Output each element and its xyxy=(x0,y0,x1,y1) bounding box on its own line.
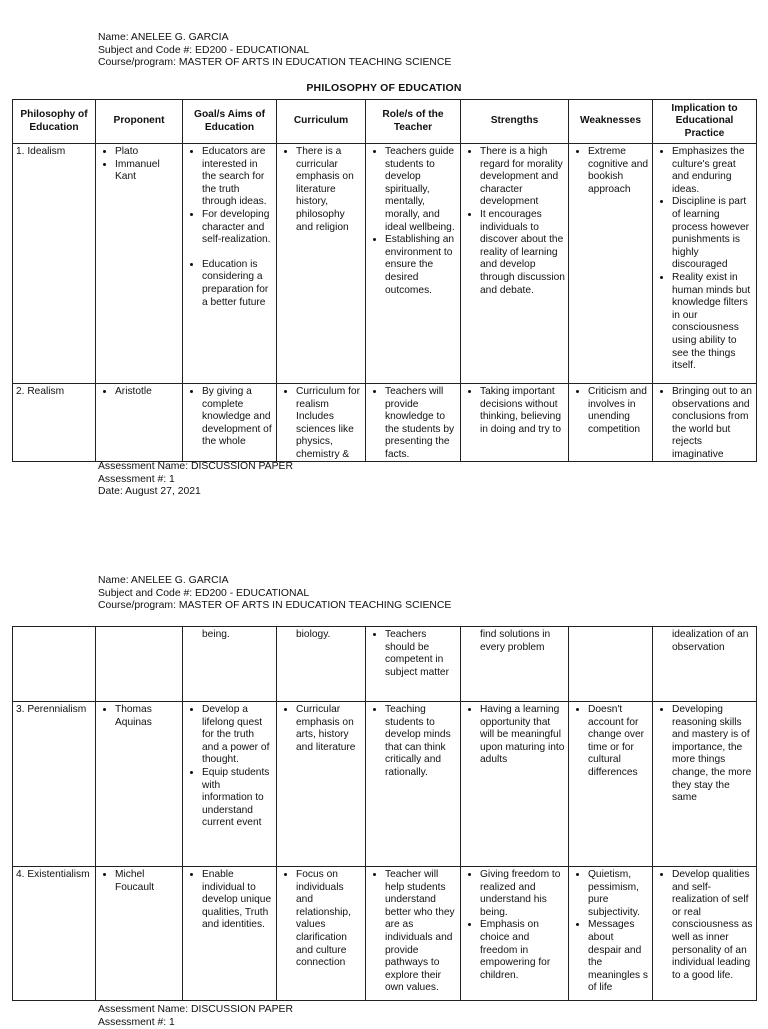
curriculum-cell xyxy=(277,702,366,867)
weaknesses-cell xyxy=(569,144,653,384)
page1-footer xyxy=(98,461,293,499)
proponent-cell xyxy=(96,702,183,867)
column-header: Proponent xyxy=(96,100,183,144)
table-row-existentialism xyxy=(13,867,757,1001)
column-header: Weaknesses xyxy=(569,100,653,144)
list-item: • Teachers guide students to develop spiritually, mentally, morally, and ideal wellbeing. xyxy=(385,146,457,234)
list-item: • Teachers should be competent in subject matter xyxy=(385,629,457,679)
list-item: • Education is considering a preparation for a better future xyxy=(202,259,273,309)
table-row-realism xyxy=(13,384,757,462)
list-item: • Establishing an environment to ensure the desired outcomes. xyxy=(385,234,457,297)
column-header: Role/s of the Teacher xyxy=(366,100,461,144)
list-item: • Extreme cognitive and bookish approach xyxy=(588,146,649,196)
proponent-cell xyxy=(96,867,183,1001)
goals-cell xyxy=(183,384,277,462)
column-header: Philosophy of Education xyxy=(13,100,96,144)
assessment-number: Assessment #: 1 xyxy=(98,473,175,485)
strengths-cell xyxy=(461,144,569,384)
column-header: Goal/s Aims of Education xyxy=(183,100,277,144)
philosophy-cell: 1. Idealism xyxy=(13,144,96,384)
column-header: Implication to Educational Practice xyxy=(653,100,757,144)
column-header: Strengths xyxy=(461,100,569,144)
assessment-number: Assessment #: 1 xyxy=(98,1016,175,1028)
list-item: • Messages about despair and the meaningles s of life xyxy=(588,919,649,995)
list-item: • There is a high regard for morality development and character development xyxy=(480,146,565,209)
curriculum-cell xyxy=(277,144,366,384)
continued-text: biology. xyxy=(296,629,331,640)
weaknesses-cell xyxy=(569,867,653,1001)
continued-text: idealization of an observation xyxy=(672,629,749,653)
list-item: • For developing character and self-realization. xyxy=(202,209,273,247)
list-item: • Bringing out to an observations and conclusions from the world but rejects imaginative xyxy=(672,386,753,460)
list-item: • Focus on individuals and relationship, values clarification and culture connection xyxy=(296,869,362,970)
list-item: • Discipline is part of learning process however punishments is highly discouraged xyxy=(672,196,753,272)
implication-cell xyxy=(653,702,757,867)
list-item: • Having a learning opportunity that will be meaningful upon maturing into adults xyxy=(480,704,565,767)
implication-cell xyxy=(653,384,757,462)
subject-code: Subject and Code #: ED200 - EDUCATIONAL xyxy=(98,44,310,56)
list-item: • Teacher will help students understand better who they are as individuals and provide pathways to explore their own values. xyxy=(385,869,457,995)
list-item: • Enable individual to develop unique qualities, Truth and identities. xyxy=(202,869,273,932)
implication-cell xyxy=(653,144,757,384)
role-cell xyxy=(366,627,461,702)
student-name: Name: ANELEE G. GARCIA xyxy=(98,32,229,43)
list-item: • Criticism and involves in unending competition xyxy=(588,386,649,436)
proponent-cell xyxy=(96,384,183,462)
student-name: Name: ANELEE G. GARCIA xyxy=(98,575,229,586)
list-item: • Giving freedom to realized and understand his being. xyxy=(480,869,565,919)
table-row-continuation xyxy=(13,627,757,702)
role-cell xyxy=(366,702,461,867)
strengths-cell xyxy=(461,702,569,867)
table-row-idealism xyxy=(13,144,757,384)
list-item: • Emphasis on choice and freedom in empowering for children. xyxy=(480,919,565,982)
assessment-name: Assessment Name: DISCUSSION PAPER xyxy=(98,461,293,472)
goals-cell xyxy=(183,867,277,1001)
weaknesses-cell xyxy=(569,702,653,867)
subject-code: Subject and Code #: ED200 - EDUCATIONAL xyxy=(98,587,310,599)
continued-text: being. xyxy=(202,629,230,640)
course-program: Course/program: MASTER OF ARTS IN EDUCATION TEACHING SCIENCE xyxy=(98,600,452,612)
list-item: • Teachers will provide knowledge to the students by presenting the facts. xyxy=(385,386,457,460)
page2-footer xyxy=(98,1004,293,1029)
goals-cell xyxy=(183,627,277,702)
list-item: • Quietism, pessimism, pure subjectivity. xyxy=(588,869,649,919)
assessment-name: Assessment Name: DISCUSSION PAPER xyxy=(98,1004,293,1015)
curriculum-cell xyxy=(277,867,366,1001)
list-item: • Develop a lifelong quest for the truth and a power of thought. xyxy=(202,704,273,767)
list-item: • Aristotle xyxy=(115,386,179,399)
strengths-cell xyxy=(461,627,569,702)
goals-cell xyxy=(183,144,277,384)
strengths-cell xyxy=(461,384,569,462)
list-item: • Develop qualities and self-realization of self or real consciousness as well as inner personality of an individual leading to a good life. xyxy=(672,869,753,982)
list-item: • Michel Foucault xyxy=(115,869,179,894)
list-item: • Emphasizes the culture's great and enduring ideas. xyxy=(672,146,753,196)
role-cell xyxy=(366,384,461,462)
proponent-cell xyxy=(96,144,183,384)
role-cell xyxy=(366,144,461,384)
assessment-date: Date: August 27, 2021 xyxy=(98,486,201,498)
philosophy-cell: 3. Perennialism xyxy=(13,702,96,867)
list-item: • Curricular emphasis on arts, history and literature xyxy=(296,704,362,754)
table-row-perennialism xyxy=(13,702,757,867)
continued-text: find solutions in every problem xyxy=(480,629,551,653)
list-item: • It encourages individuals to discover about the reality of learning and develop through discussion and debate. xyxy=(480,209,565,297)
list-item: • Developing reasoning skills and mastery is of importance, the more things change, the more they stay the same xyxy=(672,704,753,805)
curriculum-cell xyxy=(277,384,366,462)
goals-cell xyxy=(183,702,277,867)
table-header-row xyxy=(13,100,757,144)
list-item: • Curriculum for realism Includes sciences like physics, chemistry & xyxy=(296,386,362,460)
philosophy-cell: 4. Existentialism xyxy=(13,867,96,1001)
philosophy-table-page1 xyxy=(12,99,757,462)
philosophy-cell: 2. Realism xyxy=(13,384,96,462)
implication-cell xyxy=(653,867,757,1001)
list-item: • By giving a complete knowledge and development of the whole xyxy=(202,386,273,449)
list-item: • Equip students with information to understand current event xyxy=(202,767,273,830)
course-program: Course/program: MASTER OF ARTS IN EDUCATION TEACHING SCIENCE xyxy=(98,57,452,69)
curriculum-cell xyxy=(277,627,366,702)
column-header: Curriculum xyxy=(277,100,366,144)
list-item: • Taking important decisions without thinking, believing in doing and try to xyxy=(480,386,565,436)
empty-cell xyxy=(96,627,183,702)
page1-header xyxy=(98,32,451,70)
implication-cell xyxy=(653,627,757,702)
list-item: • Immanuel Kant xyxy=(115,159,179,184)
list-item: • Educators are interested in the search for the truth through ideas. xyxy=(202,146,273,209)
list-item: • There is a curricular emphasis on literature history, philosophy and religion xyxy=(296,146,362,234)
document-title: PHILOSOPHY OF EDUCATION xyxy=(306,82,462,94)
empty-cell xyxy=(13,627,96,702)
page2-header xyxy=(98,575,451,613)
list-item: • Doesn't account for change over time or for cultural differences xyxy=(588,704,649,780)
list-item: • Reality exist in human minds but knowledge filters in our consciousness using ability to see the things itself. xyxy=(672,272,753,373)
strengths-cell xyxy=(461,867,569,1001)
empty-cell xyxy=(569,627,653,702)
list-item: • Thomas Aquinas xyxy=(115,704,179,729)
list-item: • Plato xyxy=(115,146,179,159)
list-item: • Teaching students to develop minds that can think critically and rationally. xyxy=(385,704,457,780)
philosophy-table-page2 xyxy=(12,626,757,1001)
weaknesses-cell xyxy=(569,384,653,462)
role-cell xyxy=(366,867,461,1001)
